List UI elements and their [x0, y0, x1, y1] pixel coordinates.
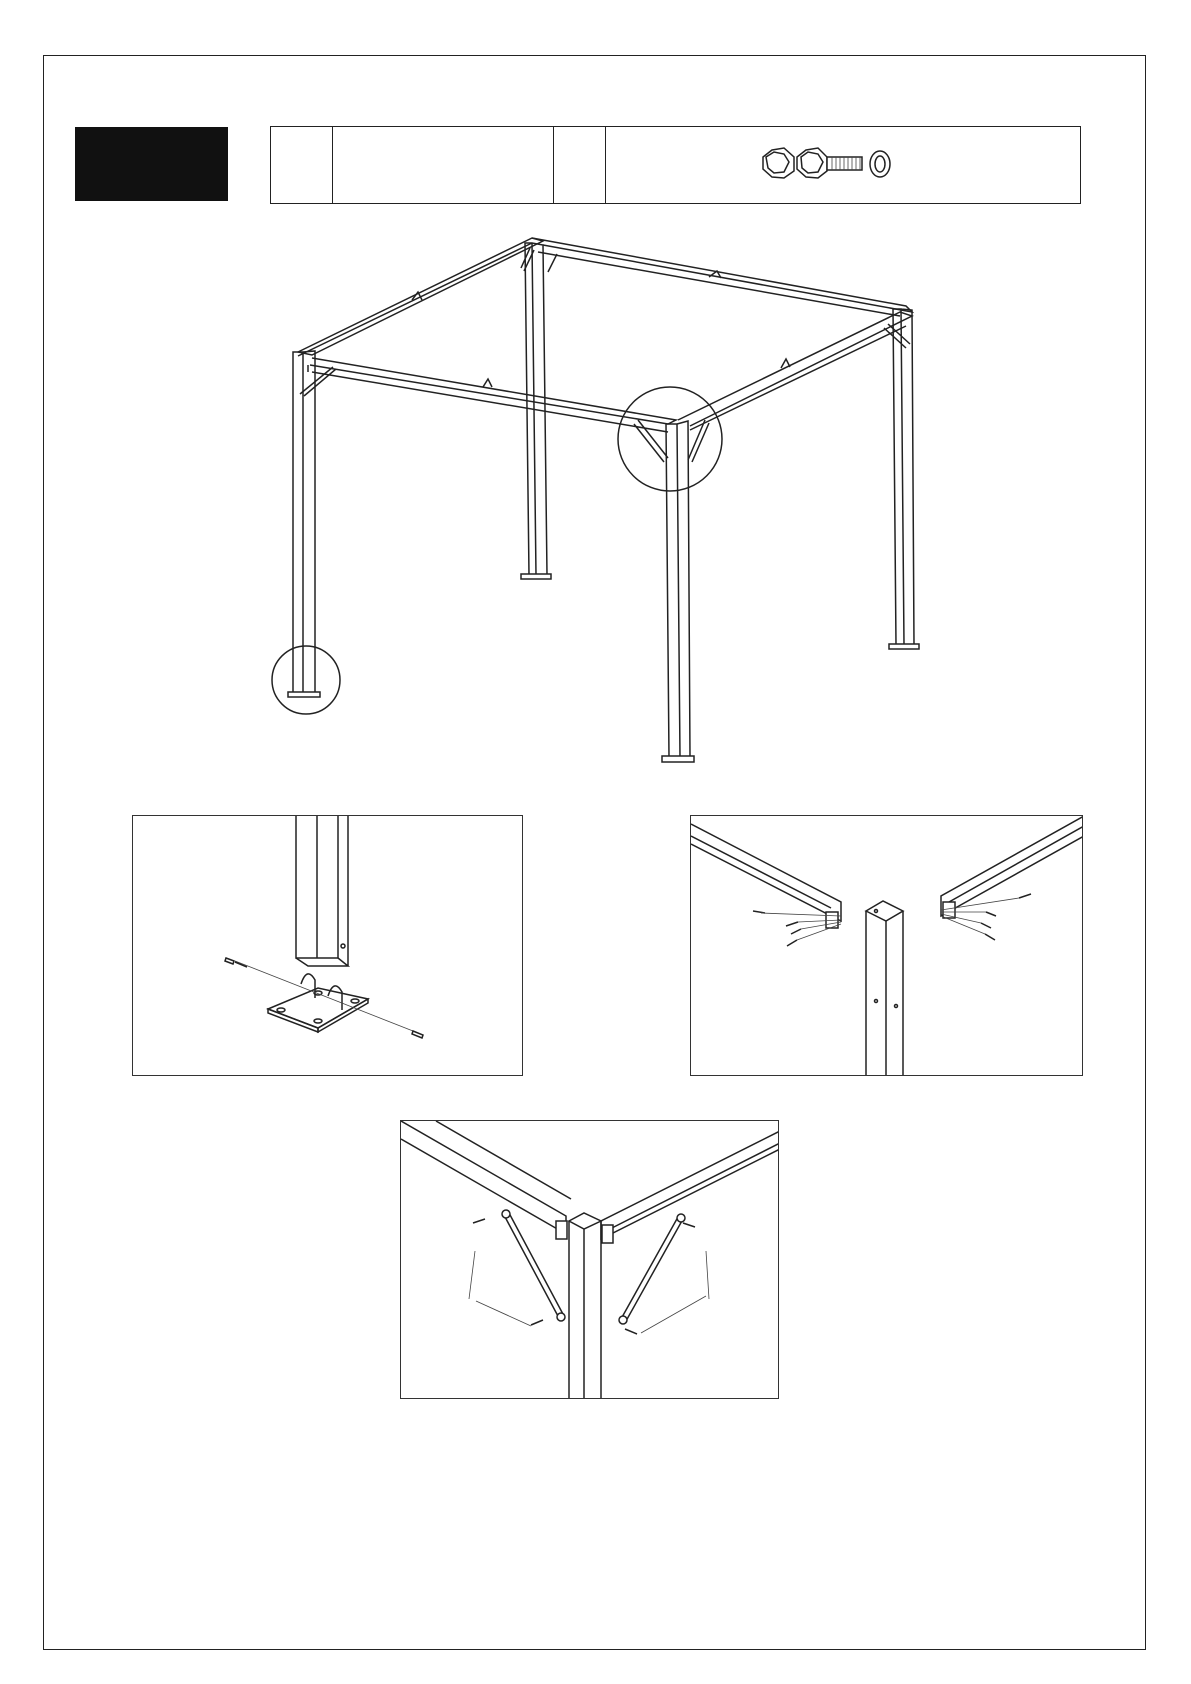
detail-foot-plate: [132, 815, 523, 1076]
parts-table: [270, 126, 1081, 204]
bolt-icon: [797, 148, 862, 178]
washer-icon: [870, 151, 890, 177]
nut-icon: [763, 148, 794, 178]
hardware-icons: [606, 127, 1076, 202]
detail-corner-braces: [400, 1120, 779, 1399]
hardware-cell: [606, 127, 1080, 203]
part-id-cell: [271, 127, 333, 203]
step-number-badge: [75, 127, 228, 201]
part-name-cell: [333, 127, 554, 203]
detail-corner-joint: [690, 815, 1083, 1076]
quantity-cell: [554, 127, 606, 203]
